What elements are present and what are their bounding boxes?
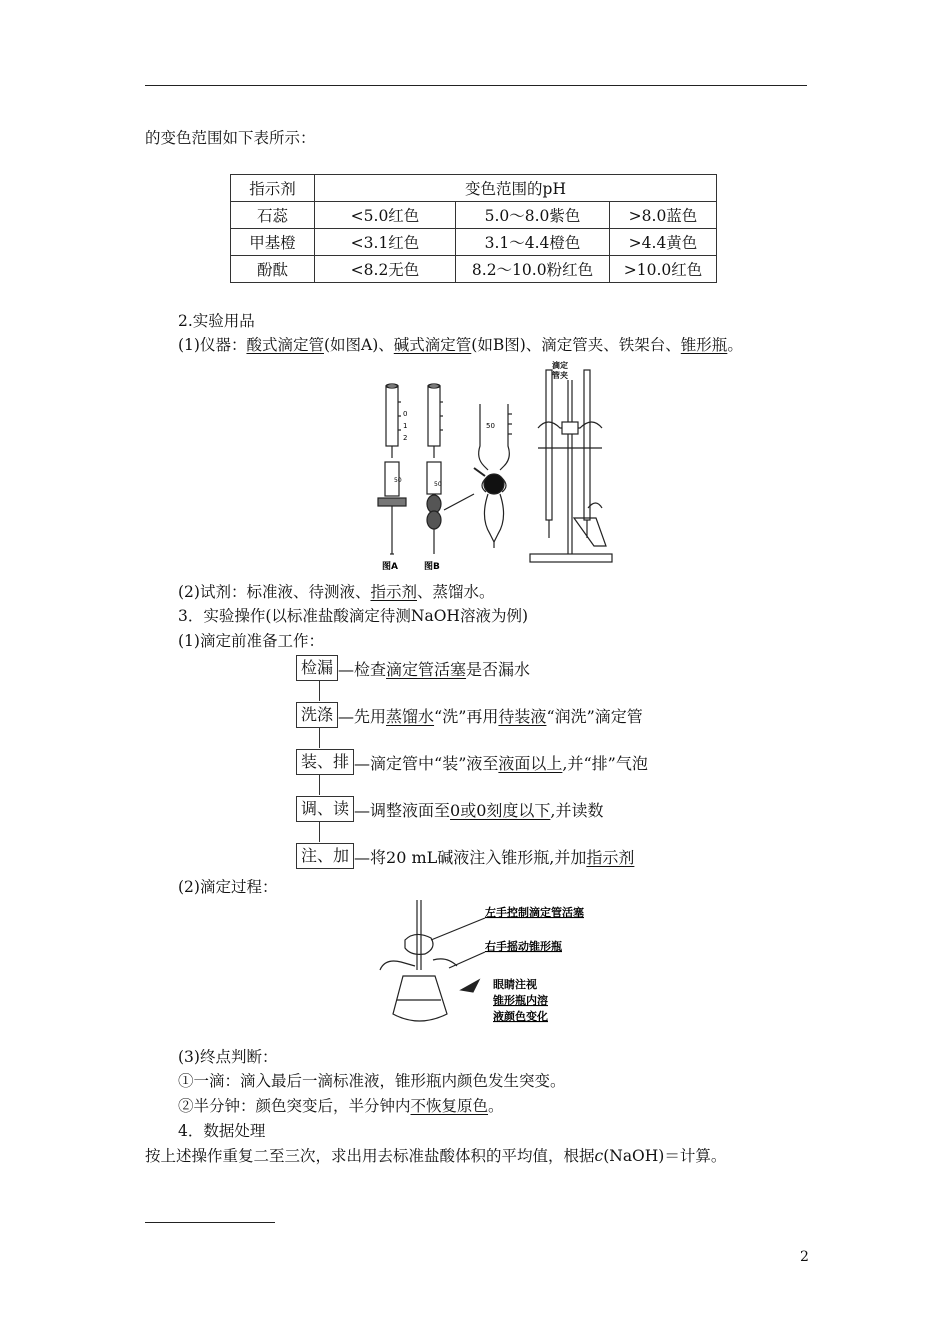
step-text: —调整液面至 [354,800,451,820]
flow-connector [319,728,320,748]
process-title: (2)滴定过程： [178,878,278,896]
step-box: 检漏 [296,655,338,681]
footnote-rule [145,1222,275,1223]
base-burette-term: 碱式滴定管 [393,336,472,354]
reagents-end: 、蒸馏水。 [416,583,495,601]
prep-step [296,749,648,775]
flask-term: 锥形瓶 [680,336,728,354]
instruments-end: 。 [727,336,743,354]
step-text: —将20 mL碱液注入锥形瓶,并加 [354,847,587,867]
instruments-prefix: (1)仪器： [178,336,247,354]
step-key-term: 液面以上 [498,753,563,773]
table-cell: 酚酞 [231,256,315,283]
prep-title: (1)滴定前准备工作： [178,632,324,650]
table-cell: >4.4黄色 [610,229,717,256]
prep-step [296,702,643,728]
table-cell: <3.1红色 [315,229,456,256]
section4-title: 4．数据处理 [178,1122,266,1140]
page-number: 2 [800,1249,809,1265]
prep-flowchart [296,655,716,871]
instruments-line [178,335,743,355]
header-rule [145,85,807,86]
section4-body [145,1146,726,1166]
table-cell: >10.0红色 [610,256,717,283]
step-key-term: 0或0刻度以下 [450,800,551,820]
clamp-label-1: 滴定 [552,361,568,370]
tick-0: 0 [403,410,408,418]
endpoint-title: (3)终点判断： [178,1048,278,1066]
eye-label-2: 锥形瓶内溶 [493,994,548,1007]
right-hand-label: 右手摇动锥形瓶 [485,940,562,953]
step-key-term: 指示剂 [586,847,635,867]
endpoint-key-term: 不恢复原色 [410,1097,489,1115]
indicator-term: 指示剂 [370,583,417,601]
table-header-indicator: 指示剂 [231,175,315,202]
base-burette-illustration [427,384,443,554]
step-text: ,并读数 [550,800,604,820]
tick-50-b: 50 [434,481,442,488]
step-text: “洗”再用 [434,706,499,726]
acid-burette-illustration [378,384,406,554]
step-text: —滴定管中“装”液至 [354,753,499,773]
step-text: —检查 [338,659,387,679]
endpoint-text: 。 [488,1097,504,1115]
step-box: 装、排 [296,749,354,775]
endpoint-half-minute [178,1096,504,1116]
section4-text: 按上述操作重复二至三次，求出用去标准盐酸体积的平均值，根据 [145,1147,595,1165]
instruments-text: (如图A)、 [323,336,394,354]
reagents-prefix: (2)试剂：标准液、待测液、 [178,583,371,601]
flow-connector [319,822,320,842]
hands-flask-illustration [380,900,485,1021]
step-box: 注、加 [296,843,354,869]
titration-stand-illustration [530,370,612,562]
formula-variable: c [594,1147,604,1165]
prep-step [296,843,634,869]
section3-title: 3．实验操作(以标准盐酸滴定待测NaOH溶液为例) [178,607,528,625]
left-hand-label: 左手控制滴定管活塞 [485,906,584,919]
step-text: ,并“排”气泡 [562,753,648,773]
tick-1: 1 [403,422,408,430]
intro-line: 的变色范围如下表所示： [145,129,316,147]
section2-title: 2.实验用品 [178,312,255,330]
table-cell: 5.0～8.0紫色 [456,202,610,229]
table-cell: 石蕊 [231,202,315,229]
step-key-term: 蒸馏水 [386,706,435,726]
table-cell: >8.0蓝色 [610,202,717,229]
table-cell: 甲基橙 [231,229,315,256]
step-text: 是否漏水 [466,659,531,679]
table-cell: 3.1～4.4橙色 [456,229,610,256]
tick-50-detail: 50 [486,422,495,430]
indicator-table [230,174,717,283]
step-box: 调、读 [296,796,354,822]
flow-connector [319,681,320,701]
burette-figure [370,358,620,574]
step-key-term: 滴定管活塞 [386,659,467,679]
section4-text: (NaOH)＝计算。 [603,1147,727,1165]
valve-detail-illustration [444,404,512,548]
prep-step [296,655,530,681]
endpoint-text: ②半分钟：颜色突变后，半分钟内 [178,1097,411,1115]
step-text: “润洗”滴定管 [546,706,643,726]
tick-50-a: 50 [394,477,402,484]
instruments-text: (如B图)、滴定管夹、铁架台、 [471,336,681,354]
table-row [231,202,717,229]
titration-process-figure [375,900,645,1030]
table-header-range: 变色范围的pH [315,175,717,202]
table-cell: 8.2～10.0粉红色 [456,256,610,283]
figure-b-label: 图B [424,562,440,572]
step-text: —先用 [338,706,387,726]
table-header-row [231,175,717,202]
eye-label-1: 眼睛注视 [493,978,537,991]
reagents-line [178,582,495,602]
table-row [231,229,717,256]
figure-a-label: 图A [382,562,398,572]
prep-step [296,796,604,822]
table-cell: <8.2无色 [315,256,456,283]
table-row [231,256,717,283]
endpoint-one-drop: ①一滴：滴入最后一滴标准液，锥形瓶内颜色发生突变。 [178,1072,566,1090]
acid-burette-term: 酸式滴定管 [246,336,324,354]
eye-label-3: 液颜色变化 [493,1010,548,1023]
tick-2: 2 [403,434,408,442]
flow-connector [319,775,320,795]
table-cell: <5.0红色 [315,202,456,229]
step-key-term: 待装液 [498,706,547,726]
step-box: 洗涤 [296,702,338,728]
clamp-label-2: 管夹 [552,371,568,380]
